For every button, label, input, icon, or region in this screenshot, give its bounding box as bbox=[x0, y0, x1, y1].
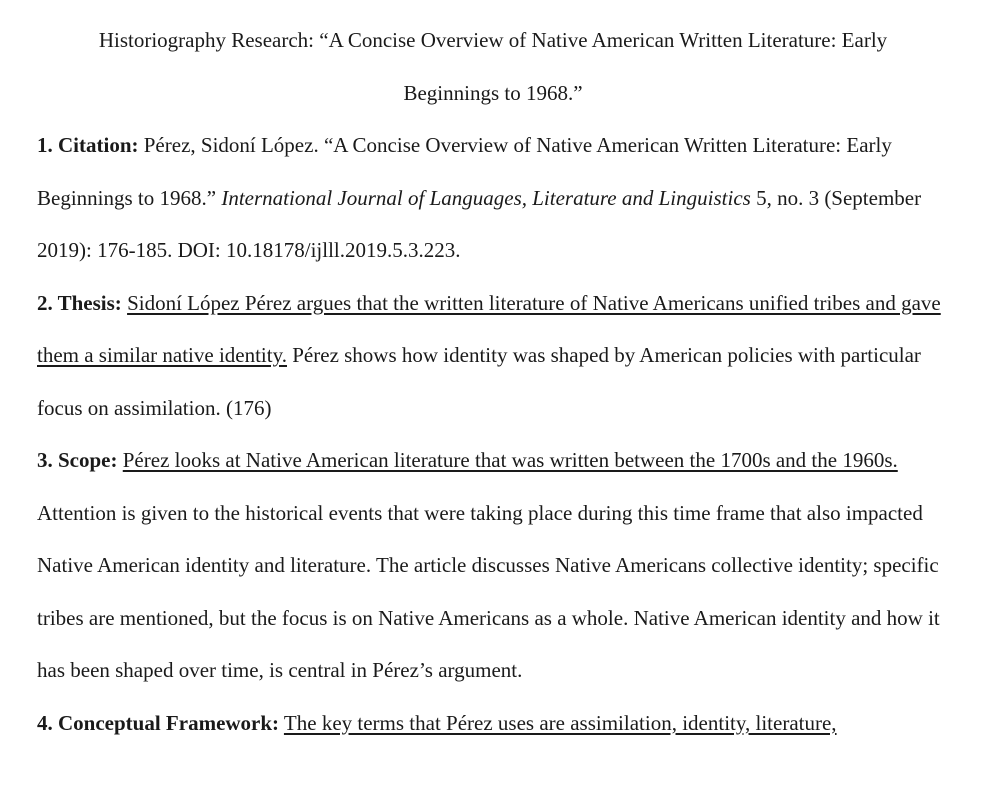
document-title bbox=[37, 14, 949, 119]
document-page bbox=[37, 14, 949, 749]
citation-text-before-journal: Pérez, Sidoní López. “A Concise Overview of Native American Written Literature: Early Beginnings to 1968.” bbox=[37, 133, 892, 210]
citation-text-after-journal: 5, no. 3 (September 2019): 176-185. DOI: 10.18178/ijlll.2019.5.3.223. bbox=[37, 185, 922, 262]
framework-paragraph bbox=[37, 697, 949, 750]
framework-label: 4. Conceptual Framework: bbox=[37, 710, 280, 735]
thesis-label: 2. Thesis: bbox=[37, 290, 122, 315]
scope-label: 3. Scope: bbox=[37, 448, 118, 472]
scope-rest: Attention is given to the historical events that were taking place during this time frame that also impacted Native American identity and literature. The article discusses Native Americans collective identity; specific tribes are mentioned, but the focus is on Native Americans as a whole. Native American identity and how it has been shaped over time, is central in Pérez’s argument. bbox=[37, 500, 940, 682]
title-line-2: Beginnings to 1968.” bbox=[403, 80, 583, 105]
thesis-underlined: Sidoní López Pérez argues that the written literature of Native Americans unified tribes and gave them a similar native identity. bbox=[37, 290, 941, 367]
citation-paragraph bbox=[37, 119, 949, 277]
citation-label: 1. Citation: bbox=[37, 133, 139, 157]
thesis-paragraph bbox=[37, 277, 949, 435]
title-line-1: Historiography Research: “A Concise Overview of Native American Written Literature: Early bbox=[98, 28, 888, 52]
thesis-rest: Pérez shows how identity was shaped by American policies with particular focus on assimilation. (176) bbox=[37, 343, 921, 420]
framework-underlined: The key terms that Pérez uses are assimilation, identity, literature, bbox=[283, 710, 837, 735]
citation-journal: International Journal of Languages, Literature and Linguistics bbox=[221, 185, 751, 210]
scope-underlined: Pérez looks at Native American literature that was written between the 1700s and the 1960s. bbox=[122, 448, 898, 472]
scope-paragraph bbox=[37, 434, 949, 697]
